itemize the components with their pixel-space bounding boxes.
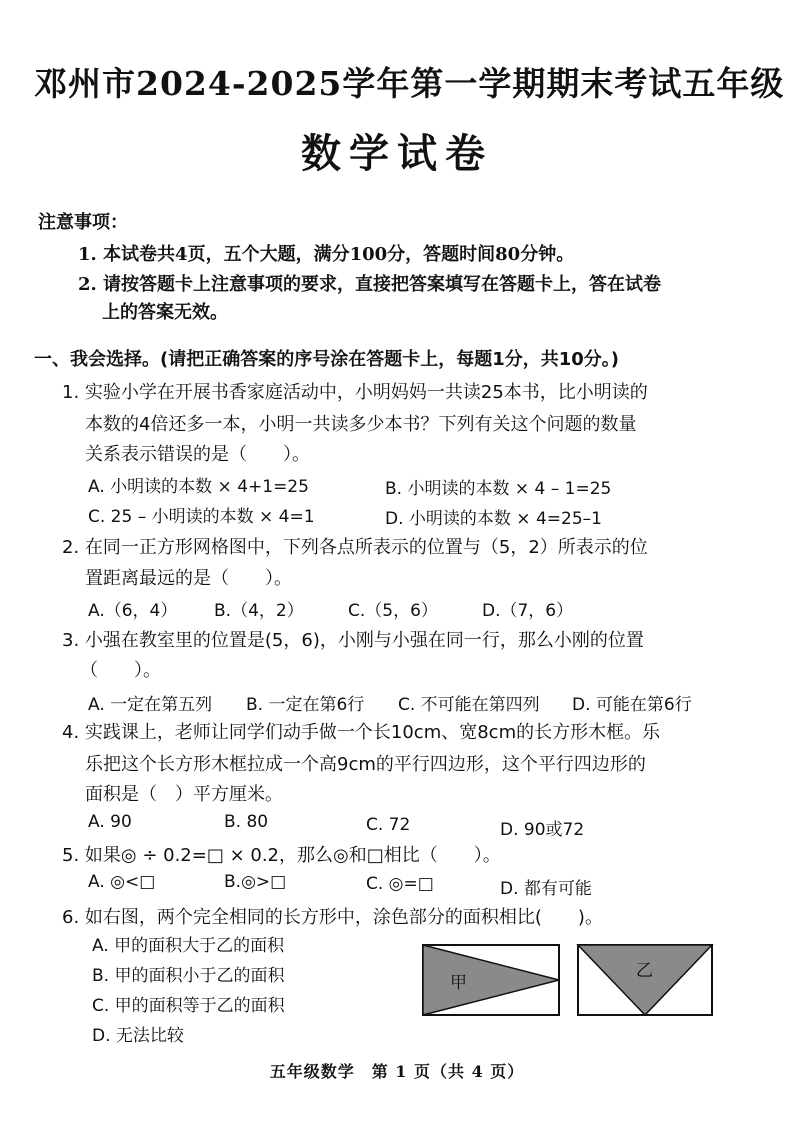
question-6-option-a: A. 甲的面积大于乙的面积 <box>92 936 285 956</box>
question-1-line-2: 本数的4倍还多一本，小明一共读多少本书？下列有关这个问题的数量 <box>85 414 637 435</box>
question-4-option-b: B. 80 <box>224 812 269 832</box>
question-4-line-1: 4. 实践课上，老师让同学们动手做一个长10cm、宽8cm的长方形木框。乐 <box>62 722 661 743</box>
question-5-line-1: 5. 如果◎ ÷ 0.2=□ × 0.2，那么◎和□相比（ ）。 <box>62 845 501 866</box>
question-6-option-d: D. 无法比较 <box>92 1026 184 1046</box>
question-5-option-c: C. ◎=□ <box>366 874 434 894</box>
question-4-option-c: C. 72 <box>366 815 411 835</box>
question-6-option-c: C. 甲的面积等于乙的面积 <box>92 996 285 1016</box>
exam-header-title: 邓州市2024-2025学年第一学期期末考试五年级 <box>34 64 785 103</box>
page-footer: 五年级数学 第 1 页（共 4 页） <box>269 1062 525 1081</box>
question-3-line-1: 3. 小强在教室里的位置是(5，6)，小刚与小强在同一行，那么小刚的位置 <box>62 630 644 651</box>
question-5-option-d: D. 都有可能 <box>500 879 592 899</box>
notice-heading: 注意事项： <box>38 212 128 233</box>
question-1-option-a: A. 小明读的本数 × 4+1=25 <box>88 477 309 497</box>
question-3-option-a: A. 一定在第五列 <box>88 695 213 715</box>
question-2-option-c: C.（5，6） <box>348 601 438 621</box>
question-3-line-2: （ ）。 <box>80 660 161 681</box>
notice-item-1: 1. 本试卷共4页，五个大题，满分100分，答题时间80分钟。 <box>78 244 575 265</box>
question-3-option-b: B. 一定在第6行 <box>246 695 365 715</box>
figure-label-jia: 甲 <box>450 973 467 993</box>
question-1-line-3: 关系表示错误的是（ ）。 <box>85 444 310 465</box>
question-5-option-a: A. ◎<□ <box>88 872 156 892</box>
question-5-option-b: B.◎>□ <box>224 872 287 892</box>
question-2-option-b: B.（4，2） <box>214 601 304 621</box>
question-2-line-1: 2. 在同一正方形网格图中，下列各点所表示的位置与（5，2）所表示的位 <box>62 537 648 558</box>
question-1-option-d: D. 小明读的本数 × 4=25–1 <box>385 509 602 529</box>
subject-title: 数学试卷 <box>301 130 493 177</box>
question-3-option-c: C. 不可能在第四列 <box>398 695 540 715</box>
question-1-option-c: C. 25 – 小明读的本数 × 4=1 <box>88 507 315 527</box>
question-2-option-d: D.（7，6） <box>482 601 574 621</box>
question-6-line-1: 6. 如右图，两个完全相同的长方形中，涂色部分的面积相比( )。 <box>62 907 603 928</box>
question-3-option-d: D. 可能在第6行 <box>572 695 692 715</box>
question-2-line-2: 置距离最远的是（ ）。 <box>85 568 292 589</box>
figure-label-yi: 乙 <box>636 961 653 981</box>
rectangles-figure <box>420 940 715 1020</box>
question-2-option-a: A.（6，4） <box>88 601 178 621</box>
notice-item-2-line-2: 上的答案无效。 <box>102 302 228 323</box>
question-4-line-3: 面积是（ ）平方厘米。 <box>85 784 283 805</box>
section-1-heading: 一、我会选择。(请把正确答案的序号涂在答题卡上，每题1分，共10分。) <box>34 349 620 370</box>
question-4-line-2: 乐把这个长方形木框拉成一个高9cm的平行四边形，这个平行四边形的 <box>85 754 646 775</box>
question-6-option-b: B. 甲的面积小于乙的面积 <box>92 966 285 986</box>
question-4-option-d: D. 90或72 <box>500 820 585 840</box>
question-1-line-1: 1. 实验小学在开展书香家庭活动中，小明妈妈一共读25本书，比小明读的 <box>62 382 648 403</box>
question-4-option-a: A. 90 <box>88 812 132 832</box>
notice-item-2-line-1: 2. 请按答题卡上注意事项的要求，直接把答案填写在答题卡上，答在试卷 <box>78 274 662 295</box>
question-1-option-b: B. 小明读的本数 × 4 – 1=25 <box>385 479 612 499</box>
shaded-triangle-jia <box>423 945 559 1015</box>
